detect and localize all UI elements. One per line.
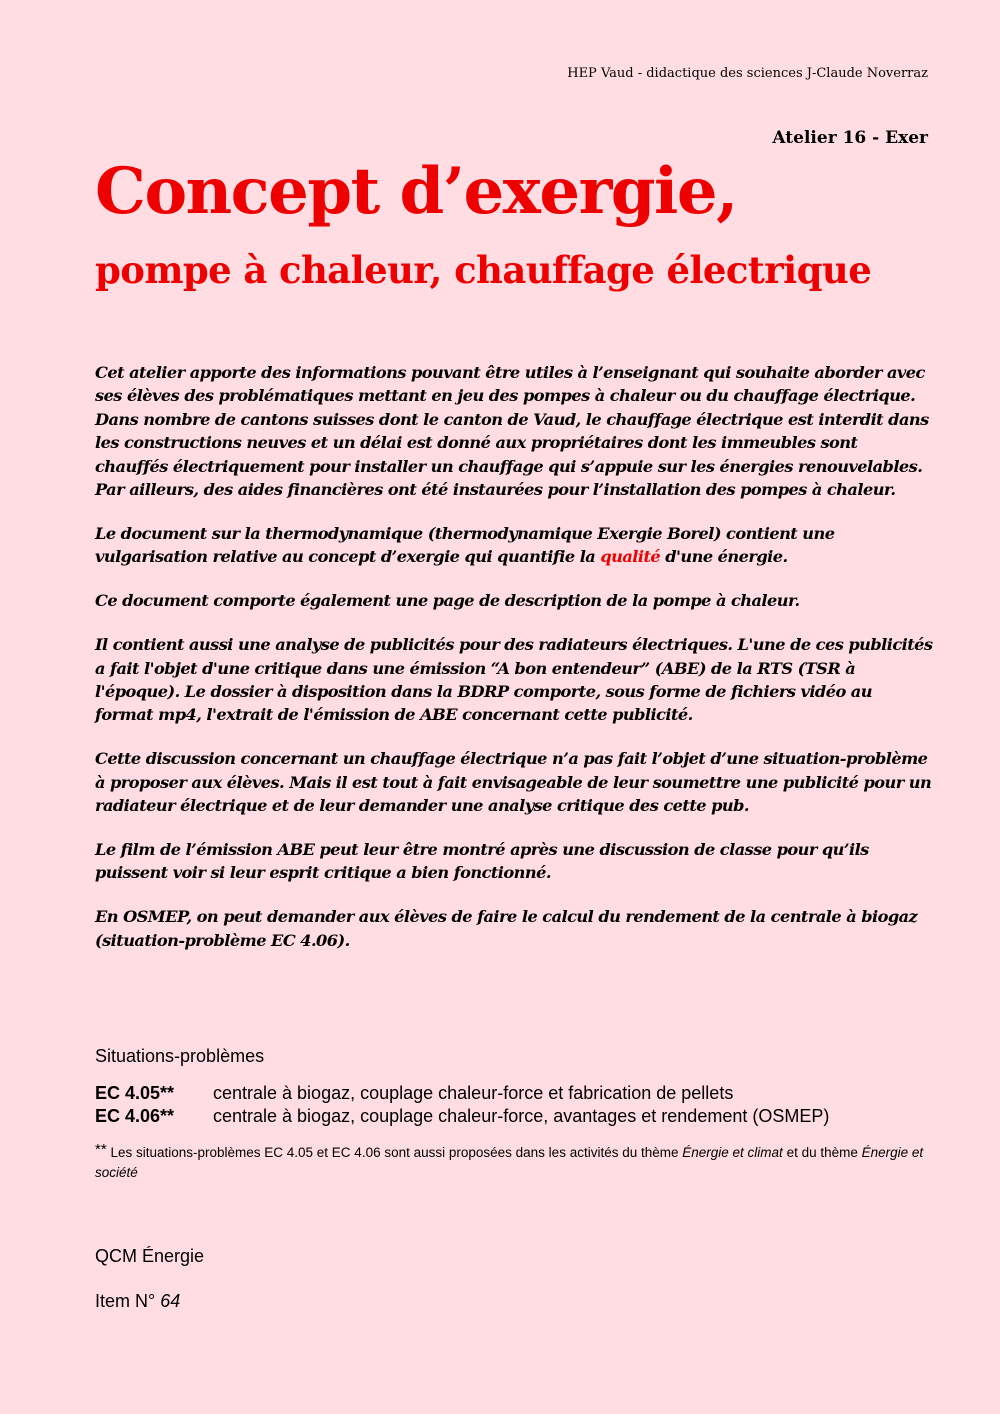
- list-item: [95, 1082, 935, 1105]
- qcm-heading: QCM Énergie: [95, 1246, 205, 1266]
- paragraph-2-end: d'une énergie.: [660, 547, 788, 567]
- footnote-marker: **: [95, 1141, 107, 1158]
- paragraph-6: Le film de l’émission ABE peut leur être montré après une discussion de classe pour qu’ils puissent voir si leur esprit critique a bien fonctionné.: [95, 840, 869, 883]
- paragraph-3: Ce document comporte également une page de description de la pompe à chaleur.: [95, 591, 800, 611]
- footnote-text-middle: et du thème: [782, 1145, 862, 1160]
- intro-text: [95, 361, 935, 973]
- footnote-theme-societe: Énergie et société: [95, 1145, 924, 1180]
- situation-code: EC 4.05**: [95, 1083, 175, 1103]
- footnote-text-start: Les situations-problèmes EC 4.05 et EC 4.06 sont aussi proposées dans les activités du thème: [106, 1145, 683, 1160]
- paragraph-4: Il contient aussi une analyse de publicités pour des radiateurs électriques. L'une de ces publicités a fait l'objet d'une critique dans une émission “A bon entendeur” (ABE) de la RTS (TSR à l'époque). Le dossier à disposition dans la BDRP comporte, sous forme de fichiers vidéo au format mp4, l'extrait de l'émission de ABE concernant cette publicité.: [95, 635, 933, 725]
- situation-code: EC 4.06**: [95, 1106, 175, 1126]
- footnote: [95, 1140, 925, 1183]
- list-item: [95, 1105, 935, 1128]
- atelier-label: Atelier 16 - Exer: [772, 128, 928, 148]
- highlight-qualite: qualité: [600, 547, 661, 567]
- situations-heading: Situations-problèmes: [95, 1046, 265, 1066]
- author-header: HEP Vaud - didactique des sciences J-Claude Noverraz: [567, 66, 928, 81]
- qcm-item-label: Item N°: [95, 1291, 161, 1311]
- qcm-item: [95, 1291, 180, 1312]
- paragraph-5: Cette discussion concernant un chauffage électrique n’a pas fait l’objet d’une situation-problème à proposer aux élèves. Mais il est tout à fait envisageable de leur soumettre une publicité pour un radiateur électrique et de leur demander une analyse critique des cette pub.: [95, 749, 932, 816]
- paragraph-1: Cet atelier apporte des informations pouvant être utiles à l’enseignant qui souhaite aborder avec ses élèves des problématiques mettant en jeu des pompes à chaleur ou du chauffage électrique. Dans nombre de cantons suisses dont le canton de Vaud, le chauffage électrique est interdit dans les constructions neuves et un délai est donné aux propriétaires dont les immeubles sont chauffés électriquement pour installer un chauffage qui s’appuie sur les énergies renouvelables. Par ailleurs, des aides financières ont été instaurées pour l’installation des pompes à chaleur.: [95, 363, 929, 500]
- paragraph-2: [95, 522, 935, 569]
- footnote-theme-climat: Énergie et climat: [682, 1145, 783, 1160]
- page-subtitle: pompe à chaleur, chauffage électrique: [95, 248, 872, 292]
- paragraph-2-start: Le document sur la thermodynamique (thermodynamique Exergie Borel) contient une vulgarisation relative au concept d’exergie qui quantifie la: [95, 523, 835, 567]
- qcm-item-number: 64: [160, 1291, 181, 1311]
- situation-description: centrale à biogaz, couplage chaleur-force, avantages et rendement (OSMEP): [213, 1106, 830, 1126]
- page-title: Concept d’exergie,: [95, 154, 737, 229]
- paragraph-7: En OSMEP, on peut demander aux élèves de faire le calcul du rendement de la centrale à biogaz (situation-problème EC 4.06).: [95, 907, 918, 950]
- situation-description: centrale à biogaz, couplage chaleur-force et fabrication de pellets: [213, 1083, 734, 1103]
- situations-list: [95, 1082, 935, 1128]
